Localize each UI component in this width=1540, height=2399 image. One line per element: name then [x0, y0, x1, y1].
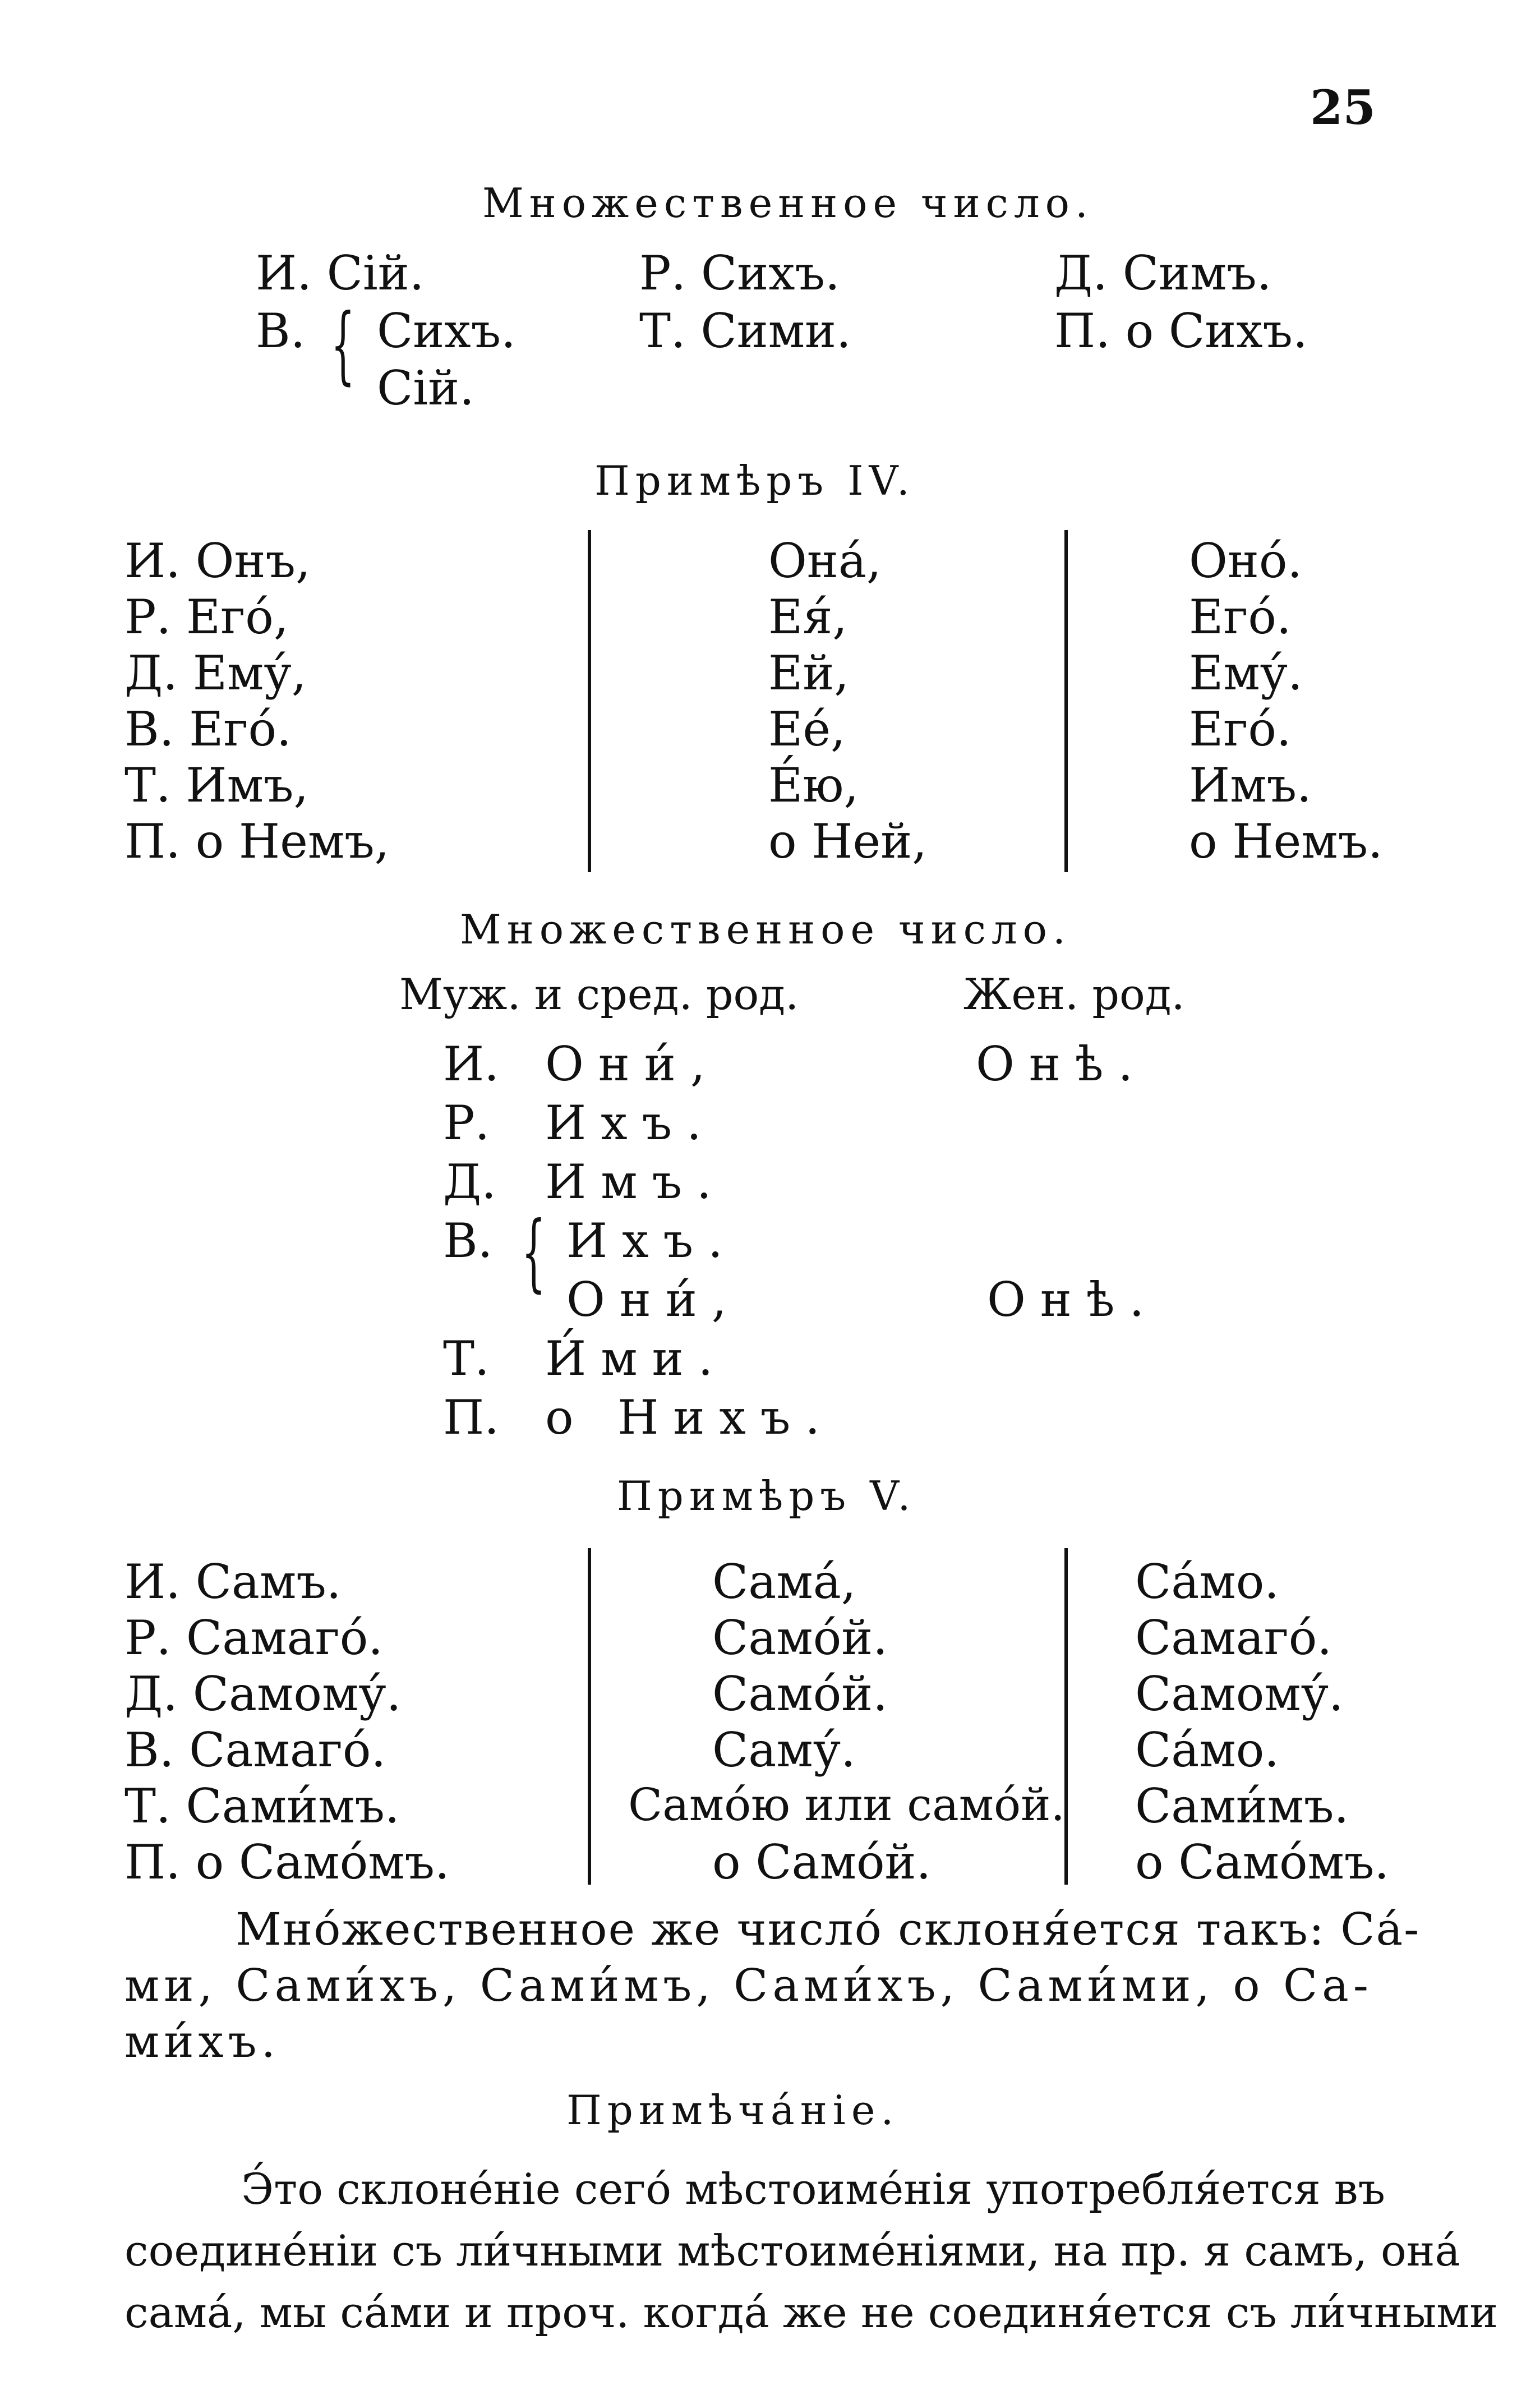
ex4-neut-row: Его́. — [1189, 590, 1292, 644]
plural-fem-form: Онѣ. — [976, 1037, 1148, 1092]
ex4-fem-row: Ее́, — [768, 702, 846, 757]
paragraph-line: Мно́жественное же число́ склоня́ется такъ: Са́- — [236, 1903, 1421, 1955]
ex4-masc-row: Р. Его́, — [125, 590, 289, 644]
accusative-brace: { — [522, 1204, 546, 1301]
sec1-dative: Д. Симъ. — [1054, 246, 1272, 301]
column-divider — [588, 530, 591, 872]
ex5-fem-row: Саму́. — [712, 1723, 856, 1778]
plural-case-label: В. — [443, 1213, 493, 1268]
ex5-neut-row: Са́мо. — [1135, 1554, 1279, 1609]
ex5-masc-row: В. Самаго́. — [125, 1723, 386, 1778]
ex5-masc-row: Д. Самому́. — [125, 1666, 402, 1721]
sec1-accusative-2: Сій. — [377, 361, 474, 416]
ex4-fem-row: Она́, — [768, 533, 882, 588]
ex5-neut-row: Сами́мъ. — [1135, 1779, 1349, 1834]
sec1-genitive: Р. Сихъ. — [639, 246, 840, 301]
ex4-neut-row: Оно́. — [1189, 533, 1303, 588]
ex4-masc-row: В. Его́. — [125, 702, 292, 757]
plural-case-label: П. — [443, 1390, 499, 1445]
ex5-neut-row: Самаго́. — [1135, 1610, 1332, 1665]
sec1-prepositional: П. о Сихъ. — [1054, 303, 1308, 358]
plural-col-masc-neut: Муж. и сред. род. — [399, 969, 799, 1019]
ex5-fem-row: Сама́, — [712, 1554, 856, 1609]
accusative-brace: { — [331, 296, 355, 394]
plural-form: о Нихъ. — [545, 1390, 835, 1445]
plural-case-label: Р. — [443, 1095, 490, 1150]
ex5-masc-row: Т. Сами́мъ. — [125, 1779, 400, 1834]
sec1-instrumental: Т. Сими. — [639, 303, 851, 358]
plural-form: Ихъ. — [566, 1213, 737, 1268]
plural-form: Они́, — [566, 1272, 741, 1327]
ex5-fem-row: Само́й. — [712, 1610, 888, 1665]
section-heading-plural: Множественное число. — [460, 906, 1071, 953]
ex4-masc-row: Д. Ему́, — [125, 646, 307, 701]
note-line: Э́то склоне́ніе сего́ мѣстоиме́нія употребля́ется въ — [241, 2164, 1385, 2214]
plural-case-label: Д. — [443, 1154, 496, 1209]
ex5-masc-row: П. о Само́мъ. — [125, 1835, 450, 1890]
plural-col-fem: Жен. род. — [963, 969, 1185, 1019]
sec1-accusative-1: Сихъ. — [377, 303, 516, 358]
ex4-masc-row: П. о Немъ, — [125, 814, 390, 869]
paragraph-line: ми, Сами́хъ, Сами́мъ, Сами́хъ, Сами́ми, о Са- — [125, 1959, 1373, 2011]
ex4-masc-row: Т. Имъ, — [125, 758, 309, 813]
example-v-heading: Примѣръ V. — [617, 1472, 916, 1519]
plural-form: Ихъ. — [545, 1095, 716, 1150]
ex4-neut-row: о Немъ. — [1189, 814, 1383, 869]
plural-fem-form: Онѣ. — [987, 1272, 1159, 1327]
plural-form: Они́, — [545, 1037, 720, 1092]
ex5-masc-row: И. Самъ. — [125, 1554, 342, 1609]
column-divider — [1064, 530, 1068, 872]
note-line: соедине́ніи съ ли́чными мѣстоиме́ніями, на пр. я самъ, она́ — [125, 2226, 1460, 2276]
ex5-neut-row: Са́мо. — [1135, 1723, 1279, 1778]
page-number: 25 — [1310, 80, 1376, 135]
ex5-fem-row: о Само́й. — [712, 1835, 932, 1890]
ex4-fem-row: Ея́, — [768, 590, 848, 644]
paragraph-line: ми́хъ. — [125, 2015, 280, 2068]
column-divider — [588, 1548, 591, 1885]
ex4-neut-row: Его́. — [1189, 702, 1292, 757]
ex5-neut-row: о Само́мъ. — [1135, 1835, 1390, 1890]
plural-case-label: Т. — [443, 1331, 490, 1386]
ex4-fem-row: Ей, — [768, 646, 850, 701]
sec1-accusative-label: В. — [256, 303, 306, 358]
section-heading-plural: Множественное число. — [482, 179, 1094, 227]
ex4-masc-row: И. Онъ, — [125, 533, 311, 588]
column-divider — [1064, 1548, 1068, 1885]
note-line: сама́, мы са́ми и проч. когда́ же не соединя́ется съ ли́чными — [125, 2287, 1498, 2337]
ex5-fem-row: Само́ю или само́й. — [628, 1779, 1065, 1831]
ex5-fem-row: Само́й. — [712, 1666, 888, 1721]
ex4-neut-row: Имъ. — [1189, 758, 1312, 813]
ex4-fem-row: Е́ю, — [768, 758, 859, 813]
plural-case-label: И. — [443, 1037, 499, 1092]
sec1-nominative: И. Сій. — [256, 246, 425, 301]
ex5-masc-row: Р. Самаго́. — [125, 1610, 383, 1665]
plural-form: Имъ. — [545, 1154, 726, 1209]
example-iv-heading: Примѣръ IV. — [594, 457, 915, 504]
ex4-neut-row: Ему́. — [1189, 646, 1303, 701]
ex5-neut-row: Самому́. — [1135, 1666, 1344, 1721]
plural-form: И́ми. — [545, 1331, 728, 1386]
ex4-fem-row: о Ней, — [768, 814, 927, 869]
note-heading: Примѣча́ніе. — [566, 2087, 900, 2134]
